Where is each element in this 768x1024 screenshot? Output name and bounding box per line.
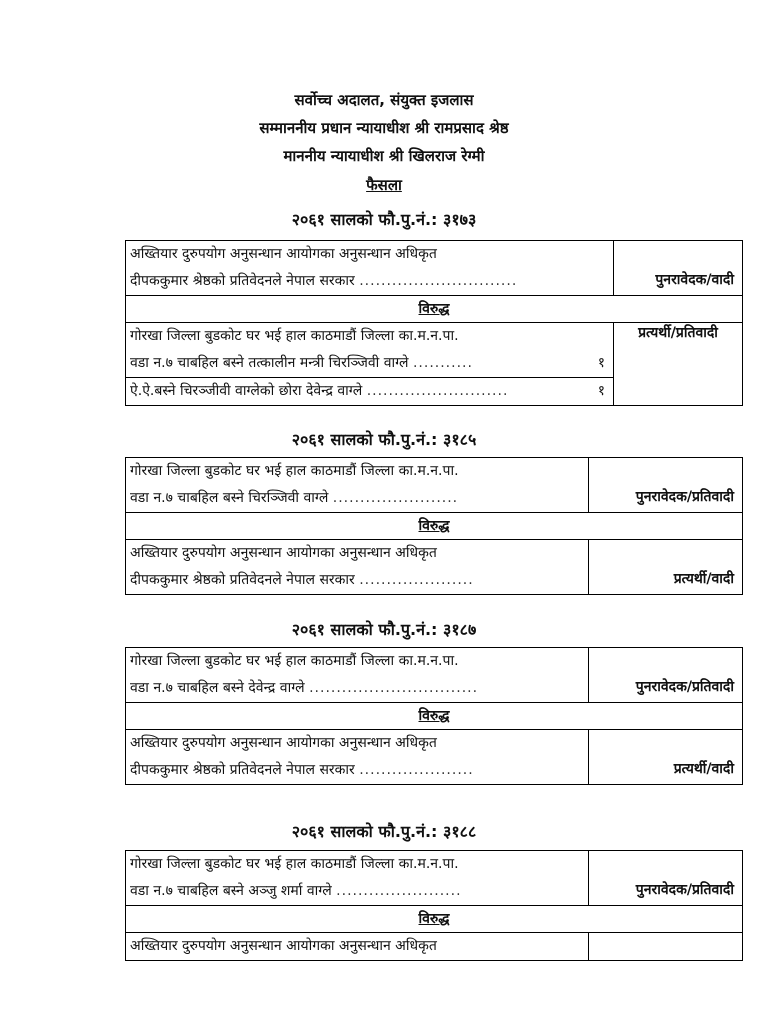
appellant-row (126, 458, 743, 513)
party-line: दीपककुमार श्रेष्ठको प्रतिवेदनले नेपाल सरकार ............................. (130, 273, 518, 289)
case-number: २०६१ सालको फौ.पु.नं.: ३१८८ (291, 822, 477, 841)
appellant-row (126, 648, 743, 703)
appellant-role: पुनरावेदक/प्रतिवादी (589, 851, 743, 906)
respondent-party (126, 933, 589, 961)
versus-row (126, 703, 743, 730)
respondent-role: प्रत्यर्थी/वादी (589, 540, 743, 595)
case-table (125, 240, 743, 406)
versus-label: विरुद्ध (126, 906, 743, 933)
party-line: अख्तियार दुरुपयोग अनुसन्धान आयोगका अनुसन्धान अधिकृत (130, 545, 437, 561)
party-line: दीपककुमार श्रेष्ठको प्रतिवेदनले नेपाल सरकार ..................... (130, 762, 474, 778)
respondent-party (126, 540, 589, 595)
respondent-party (126, 378, 614, 406)
appellant-row (126, 241, 743, 296)
party-line: ऐ.ऐ.बस्ने चिरञ्जीवी वाग्लेको छोरा देवेन्द्र वाग्ले .......................... १ (130, 378, 609, 405)
appellant-role: पुनरावेदक/वादी (614, 241, 743, 296)
appellant-role: पुनरावेदक/प्रतिवादी (589, 648, 743, 703)
appellant-party (126, 851, 589, 906)
case-number: २०६१ सालको फौ.पु.नं.: ३१८५ (291, 430, 477, 449)
party-line: गोरखा जिल्ला बुडकोट घर भई हाल काठमाडौं जिल्ला का.म.न.पा. (130, 856, 459, 872)
respondent-row (126, 933, 743, 961)
verdict-heading (0, 175, 768, 195)
case-number: २०६१ सालको फौ.पु.नं.: ३१८७ (291, 620, 477, 639)
appellant-role: पुनरावेदक/प्रतिवादी (589, 458, 743, 513)
party-line: अख्तियार दुरुपयोग अनुसन्धान आयोगका अनुसन्धान अधिकृत (130, 938, 437, 954)
party-line: अख्तियार दुरुपयोग अनुसन्धान आयोगका अनुसन्धान अधिकृत (130, 246, 437, 262)
verdict-label: फैसला (366, 176, 402, 194)
party-count: १ (597, 355, 605, 371)
party-line: दीपककुमार श्रेष्ठको प्रतिवेदनले नेपाल सरकार ..................... (130, 572, 474, 588)
versus-label: विरुद्ध (126, 703, 743, 730)
party-line: अख्तियार दुरुपयोग अनुसन्धान आयोगका अनुसन्धान अधिकृत (130, 735, 437, 751)
justice-line: माननीय न्यायाधीश श्री खिलराज रेग्मी (283, 147, 485, 165)
party-line: गोरखा जिल्ला बुडकोट घर भई हाल काठमाडौं जिल्ला का.म.न.पा. (130, 463, 459, 479)
case-number: २०६१ सालको फौ.पु.नं.: ३१७३ (291, 210, 477, 229)
party-line: वडा न.७ चाबहिल बस्ने तत्कालीन मन्त्री चिरञ्जिवी वाग्ले ........... १ (130, 350, 609, 377)
case-table (125, 647, 743, 785)
appellant-party (126, 458, 589, 513)
versus-row (126, 906, 743, 933)
case-table (125, 457, 743, 595)
respondent-role (589, 933, 743, 961)
appellant-party (126, 241, 614, 296)
respondent-row (126, 540, 743, 595)
respondent-row (126, 323, 743, 378)
party-line: वडा न.७ चाबहिल बस्ने अञ्जु शर्मा वाग्ले ....................... (130, 883, 462, 899)
respondent-role: प्रत्यर्थी/प्रतिवादी (614, 323, 743, 406)
respondent-role: प्रत्यर्थी/वादी (589, 730, 743, 785)
party-line: वडा न.७ चाबहिल बस्ने चिरञ्जिवी वाग्ले ....................... (130, 490, 459, 506)
versus-row (126, 296, 743, 323)
party-count: १ (597, 383, 605, 399)
versus-row (126, 513, 743, 540)
case-table (125, 850, 743, 961)
respondent-party (126, 730, 589, 785)
party-line: वडा न.७ चाबहिल बस्ने देवेन्द्र वाग्ले ............................... (130, 680, 479, 696)
court-title: सर्वोच्च अदालत, संयुक्त इजलास (294, 91, 474, 109)
versus-label: विरुद्ध (126, 296, 743, 323)
chief-justice-line: सम्माननीय प्रधान न्यायाधीश श्री रामप्रसाद श्रेष्ठ (259, 119, 509, 137)
respondent-party (126, 323, 614, 378)
party-line: गोरखा जिल्ला बुडकोट घर भई हाल काठमाडौं जिल्ला का.म.न.पा. (130, 653, 459, 669)
appellant-party (126, 648, 589, 703)
versus-label: विरुद्ध (126, 513, 743, 540)
respondent-row (126, 730, 743, 785)
party-line: गोरखा जिल्ला बुडकोट घर भई हाल काठमाडौं जिल्ला का.म.न.पा. (130, 328, 459, 344)
appellant-row (126, 851, 743, 906)
